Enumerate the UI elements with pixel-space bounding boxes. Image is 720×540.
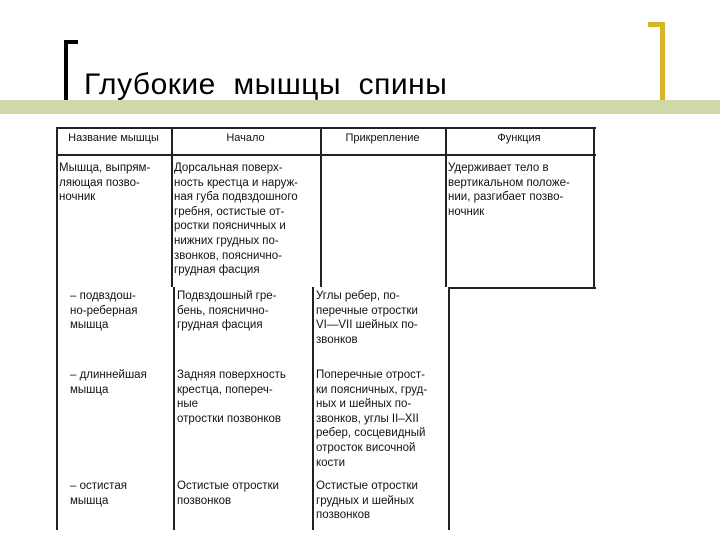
title-underline-bar <box>0 100 720 114</box>
cell-name: Мышца, выпрям- ляющая позво- ночник <box>59 162 151 204</box>
header-insertion: Прикрепление <box>345 132 420 144</box>
col-divider <box>173 287 175 530</box>
header-bottom-border <box>56 154 596 156</box>
cell-name: – остистая мышца <box>70 480 127 507</box>
row-divider <box>448 287 596 289</box>
cell-origin: Дорсальная поверх- ность крестца и наруж- ная губа подвздошного гребня, остистые от- ростки поясничных и нижних грудных по- звонков, пояснично- грудная фасция <box>174 162 299 277</box>
cell-function: Удерживает тело в вертикальном положе- нии, разгибает позво- ночник <box>448 162 570 218</box>
col-divider <box>56 127 58 287</box>
col-divider <box>56 287 58 530</box>
cell-origin: Задняя поверхность крестца, попереч- ные отростки позвонков <box>177 369 286 425</box>
header-name: Название мышцы <box>68 132 159 144</box>
table-top-border <box>56 127 596 129</box>
col-divider <box>445 127 447 287</box>
col-divider <box>320 127 322 287</box>
header-origin: Начало <box>226 132 265 144</box>
cell-name: – длиннейшая мышца <box>70 369 147 396</box>
page-title: Глубокие мышцы спины <box>84 68 448 101</box>
cell-insertion: Углы ребер, по- перечные отростки VI—VII шейных по- звонков <box>316 290 418 346</box>
cell-origin: Подвздошный гре- бень, пояснично- грудная фасция <box>177 290 277 332</box>
col-divider <box>448 287 450 530</box>
cell-insertion: Остистые отростки грудных и шейных позвонков <box>316 480 418 522</box>
col-divider <box>312 287 314 530</box>
col-divider <box>171 127 173 287</box>
cell-origin: Остистые отростки позвонков <box>177 480 279 507</box>
col-divider <box>593 127 595 287</box>
header-function: Функция <box>497 132 541 144</box>
cell-name: – подвздош- но-реберная мышца <box>70 290 138 332</box>
muscle-table <box>56 127 596 530</box>
cell-insertion: Поперечные отрост- ки поясничных, груд- ных и шейных по- звонков, углы II–XII ребер, сосцевидный отросток височной кости <box>316 369 428 469</box>
